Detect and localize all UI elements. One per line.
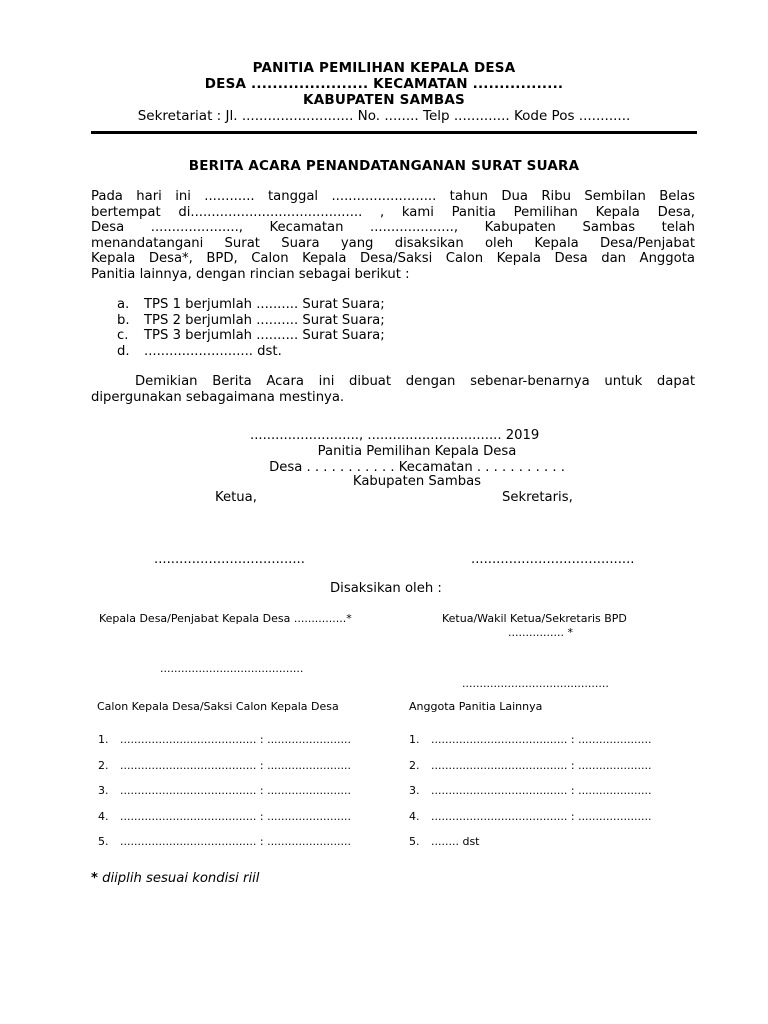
calon-heading: Calon Kepala Desa/Saksi Calon Kepala Desa	[97, 700, 339, 713]
list-item: 5. ....................................... : ........................	[98, 835, 351, 849]
closing-line: Demikian Berita Acara ini dibuat dengan sebenar-benarnya untuk dapat	[135, 374, 695, 389]
opening-line: Kepala Desa*, BPD, Calon Kepala Desa/Saksi Calon Kepala Desa dan Anggota	[91, 251, 695, 267]
list-item: d. .......................... dst.	[117, 343, 282, 359]
place-date: .........................., ................................ 2019	[250, 428, 540, 443]
panitia-heading: Anggota Panitia Lainnya	[409, 700, 543, 713]
ketua-label: Ketua,	[215, 490, 257, 505]
footnote-star: *	[91, 871, 98, 886]
document-title: BERITA ACARA PENANDATANGANAN SURAT SUARA	[188, 158, 580, 174]
list-item: 4. ....................................... : ........................	[98, 809, 351, 823]
sekretaris-label: Sekretaris,	[502, 490, 573, 505]
list-item: 2. ....................................... : .....................	[409, 758, 652, 772]
calon-list	[98, 727, 351, 855]
panitia-list	[409, 727, 652, 855]
header-line-1: PANITIA PEMILIHAN KEPALA DESA	[252, 60, 516, 76]
bpd-signature-line: ..........................................	[462, 677, 609, 690]
opening-line: Desa ....................., Kecamatan ...................., Kabupaten Sambas telah	[91, 220, 695, 236]
opening-line: Pada hari ini ............ tanggal ......................... tahun Dua Ribu Sembilan Belas	[91, 189, 695, 204]
list-item: 1. ....................................... : .....................	[409, 733, 652, 746]
list-item: 5. ........ dst	[409, 835, 480, 849]
footnote-text: diiplih sesuai kondisi riil	[97, 871, 260, 886]
list-item: 4. ....................................... : .....................	[409, 809, 652, 823]
list-item: 1. ....................................... : ........................	[98, 733, 351, 746]
header-rule	[91, 131, 697, 134]
opening-line: Panitia lainnya, dengan rincian sebagai berikut :	[91, 266, 410, 282]
signature-kabupaten: Kabupaten Sambas	[352, 474, 482, 489]
closing-line: dipergunakan sebagaimana mestinya.	[91, 389, 345, 405]
list-item: c. TPS 3 berjumlah .......... Surat Suara;	[117, 328, 385, 344]
bpd-dots: ................ *	[508, 626, 573, 639]
signature-desa: Desa . . . . . . . . . . . Kecamatan . . . . . . . . . . .	[269, 460, 565, 475]
sekretaris-signature-line: .......................................	[471, 552, 635, 567]
opening-line: bertempat di......................................... , kami Panitia Pemilihan Kepala Desa,	[91, 204, 695, 220]
list-item: 3. ....................................... : .....................	[409, 784, 652, 798]
header-line-2: DESA ...................... KECAMATAN .................	[204, 76, 564, 92]
list-item: b. TPS 2 berjumlah .......... Surat Suara;	[117, 312, 385, 328]
signature-org: Panitia Pemilihan Kepala Desa	[317, 444, 517, 459]
closing-paragraph	[91, 374, 695, 405]
footnote	[91, 871, 259, 886]
ketua-signature-line: ....................................	[154, 552, 305, 567]
header-line-3: KABUPATEN SAMBAS	[303, 92, 465, 108]
header-address: Sekretariat : Jl. .......................... No. ........ Telp ............. Kode Pos ............	[137, 108, 631, 124]
witness-heading: Disaksikan oleh :	[330, 581, 442, 596]
opening-paragraph	[91, 189, 695, 283]
list-item: 3. ....................................... : ........................	[98, 784, 351, 798]
kades-label: Kepala Desa/Penjabat Kepala Desa ...............*	[99, 612, 352, 625]
bpd-label: Ketua/Wakil Ketua/Sekretaris BPD	[442, 612, 627, 625]
kades-signature-line: .........................................	[160, 662, 304, 675]
list-item: a. TPS 1 berjumlah .......... Surat Suara;	[117, 297, 385, 312]
list-item: 2. ....................................... : ........................	[98, 758, 351, 772]
opening-line: menandatangani Surat Suara yang disaksikan oleh Kepala Desa/Penjabat	[91, 235, 695, 251]
tps-list	[117, 297, 385, 359]
